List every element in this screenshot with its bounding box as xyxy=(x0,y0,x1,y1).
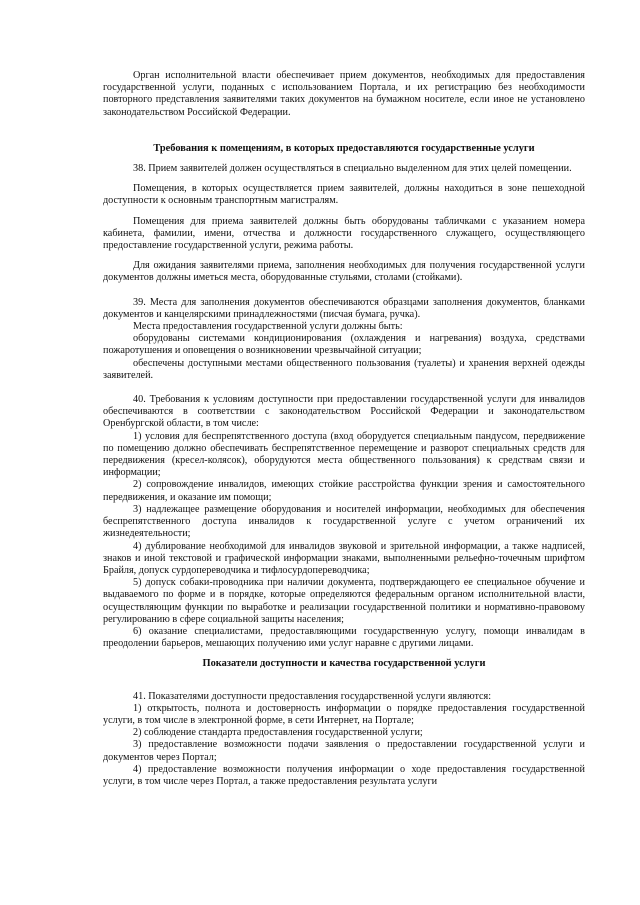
paragraph-41-item-4: 4) предоставление возможности получения информации о ходе предоставления государственной услуги, в том числе через Портал, а также предоставления результата услуги xyxy=(103,763,585,787)
paragraph-38: 38. Прием заявителей должен осуществляться в специально выделенном для этих целей помещении. xyxy=(133,163,572,175)
paragraph-39-equipped: оборудованы системами кондиционирования (охлаждения и нагревания) воздуха, средствами пожаротушения и оповещения о возникновении чрезвычайной ситуации; xyxy=(103,333,585,357)
paragraph-39-facilities: обеспечены доступными местами общественного пользования (туалеты) и хранения верхней одежды заявителей. xyxy=(103,357,585,381)
paragraph-40: 40. Требования к условиям доступности при предоставлении государственной услуги для инвалидов обеспечиваются в соответствии с законодательством Российской Федерации и законодательством Оренбургской области, в том числе: xyxy=(103,394,585,430)
paragraph-40-item-6: 6) оказание специалистами, предоставляющими государственную услугу, помощи инвалидам в преодолении барьеров, мешающих получению ими услуг наравне с другими лицами. xyxy=(103,625,585,650)
paragraph-41: 41. Показателями доступности предоставления государственной услуги являются: xyxy=(133,690,492,702)
paragraph-41-item-1: 1) открытость, полнота и достоверность информации о порядке предоставления государственной услуги, в том числе в электронной форме, в сети Интернет, на Портале; xyxy=(103,702,585,726)
paragraph-39: 39. Места для заполнения документов обеспечиваются образцами заполнения документов, бланками документов и канцелярскими принадлежностями (писчая бумага, ручка). xyxy=(103,296,585,320)
paragraph-40-item-5: 5) допуск собаки-проводника при наличии документа, подтверждающего ее специальное обучение и выдаваемого по форме и в порядке, которые определяются федеральным органом исполнительной власти, осуществляющим функции по выработке и реализации государственной политики и нормативно-правовому регулированию в сфере социальной защиты населения; xyxy=(103,577,585,625)
paragraph-41-item-3: 3) предоставление возможности подачи заявления о предоставлении государственной услуги и документов через Портал; xyxy=(103,739,585,763)
paragraph-39-places: Места предоставления государственной услуги должны быть: xyxy=(133,321,403,333)
paragraph-40-item-3: 3) надлежащее размещение оборудования и носителей информации, необходимых для обеспечения беспрепятственного доступа инвалидов к государственной услуге с учетом ограничений их жизнедеятельности; xyxy=(103,503,585,540)
paragraph-40-item-2: 2) сопровождение инвалидов, имеющих стойкие расстройства функции зрения и самостоятельного передвижения, и оказание им помощи; xyxy=(103,479,585,503)
intro-paragraph: Орган исполнительной власти обеспечивает прием документов, необходимых для предоставления государственной услуги, поданных с использованием Портала, и их регистрацию без необходимости повторного представления заявителями таких документов на бумажном носителе, если иное не установлено законодательством Российской Федерации. xyxy=(103,70,585,118)
paragraph-38-signage: Помещения для приема заявителей должны быть оборудованы табличками с указанием номера кабинета, фамилии, имени, отчества и должности государственного служащего, осуществляющего предоставление государственной услуги, режима работы. xyxy=(103,215,585,252)
paragraph-40-item-1: 1) условия для беспрепятственного доступа (вход оборудуется специальным пандусом, передвижение по помещению должно обеспечивать беспрепятственное перемещение и разворот специальных средств для передвижения (кресел-колясок), оборудуются места общественного пользования) к средствам связи и информации; xyxy=(103,430,585,479)
section-heading-indicators: Показатели доступности и качества государственной услуги xyxy=(202,658,486,670)
document-body xyxy=(103,70,585,788)
paragraph-41-item-2: 2) соблюдение стандарта предоставления государственной услуги; xyxy=(133,727,423,739)
paragraph-40-item-4: 4) дублирование необходимой для инвалидов звуковой и зрительной информации, а также надписей, знаков и иной текстовой и графической информации знаками, выполненными рельефно-точечным шрифтом Брайля, допуск сурдопереводчика и тифлосурдопереводчика; xyxy=(103,540,585,576)
paragraph-38-location: Помещения, в которых осуществляется прием заявителей, должны находиться в зоне пешеходной доступности к основным транспортным магистралям. xyxy=(103,183,585,207)
section-heading-premises: Требования к помещениям, в которых предоставляются государственные услуги xyxy=(153,142,535,154)
paragraph-38-waiting: Для ожидания заявителями приема, заполнения необходимых для получения государственной услуги документов должны иметься места, оборудованные стульями, столами (стойками). xyxy=(103,260,585,284)
